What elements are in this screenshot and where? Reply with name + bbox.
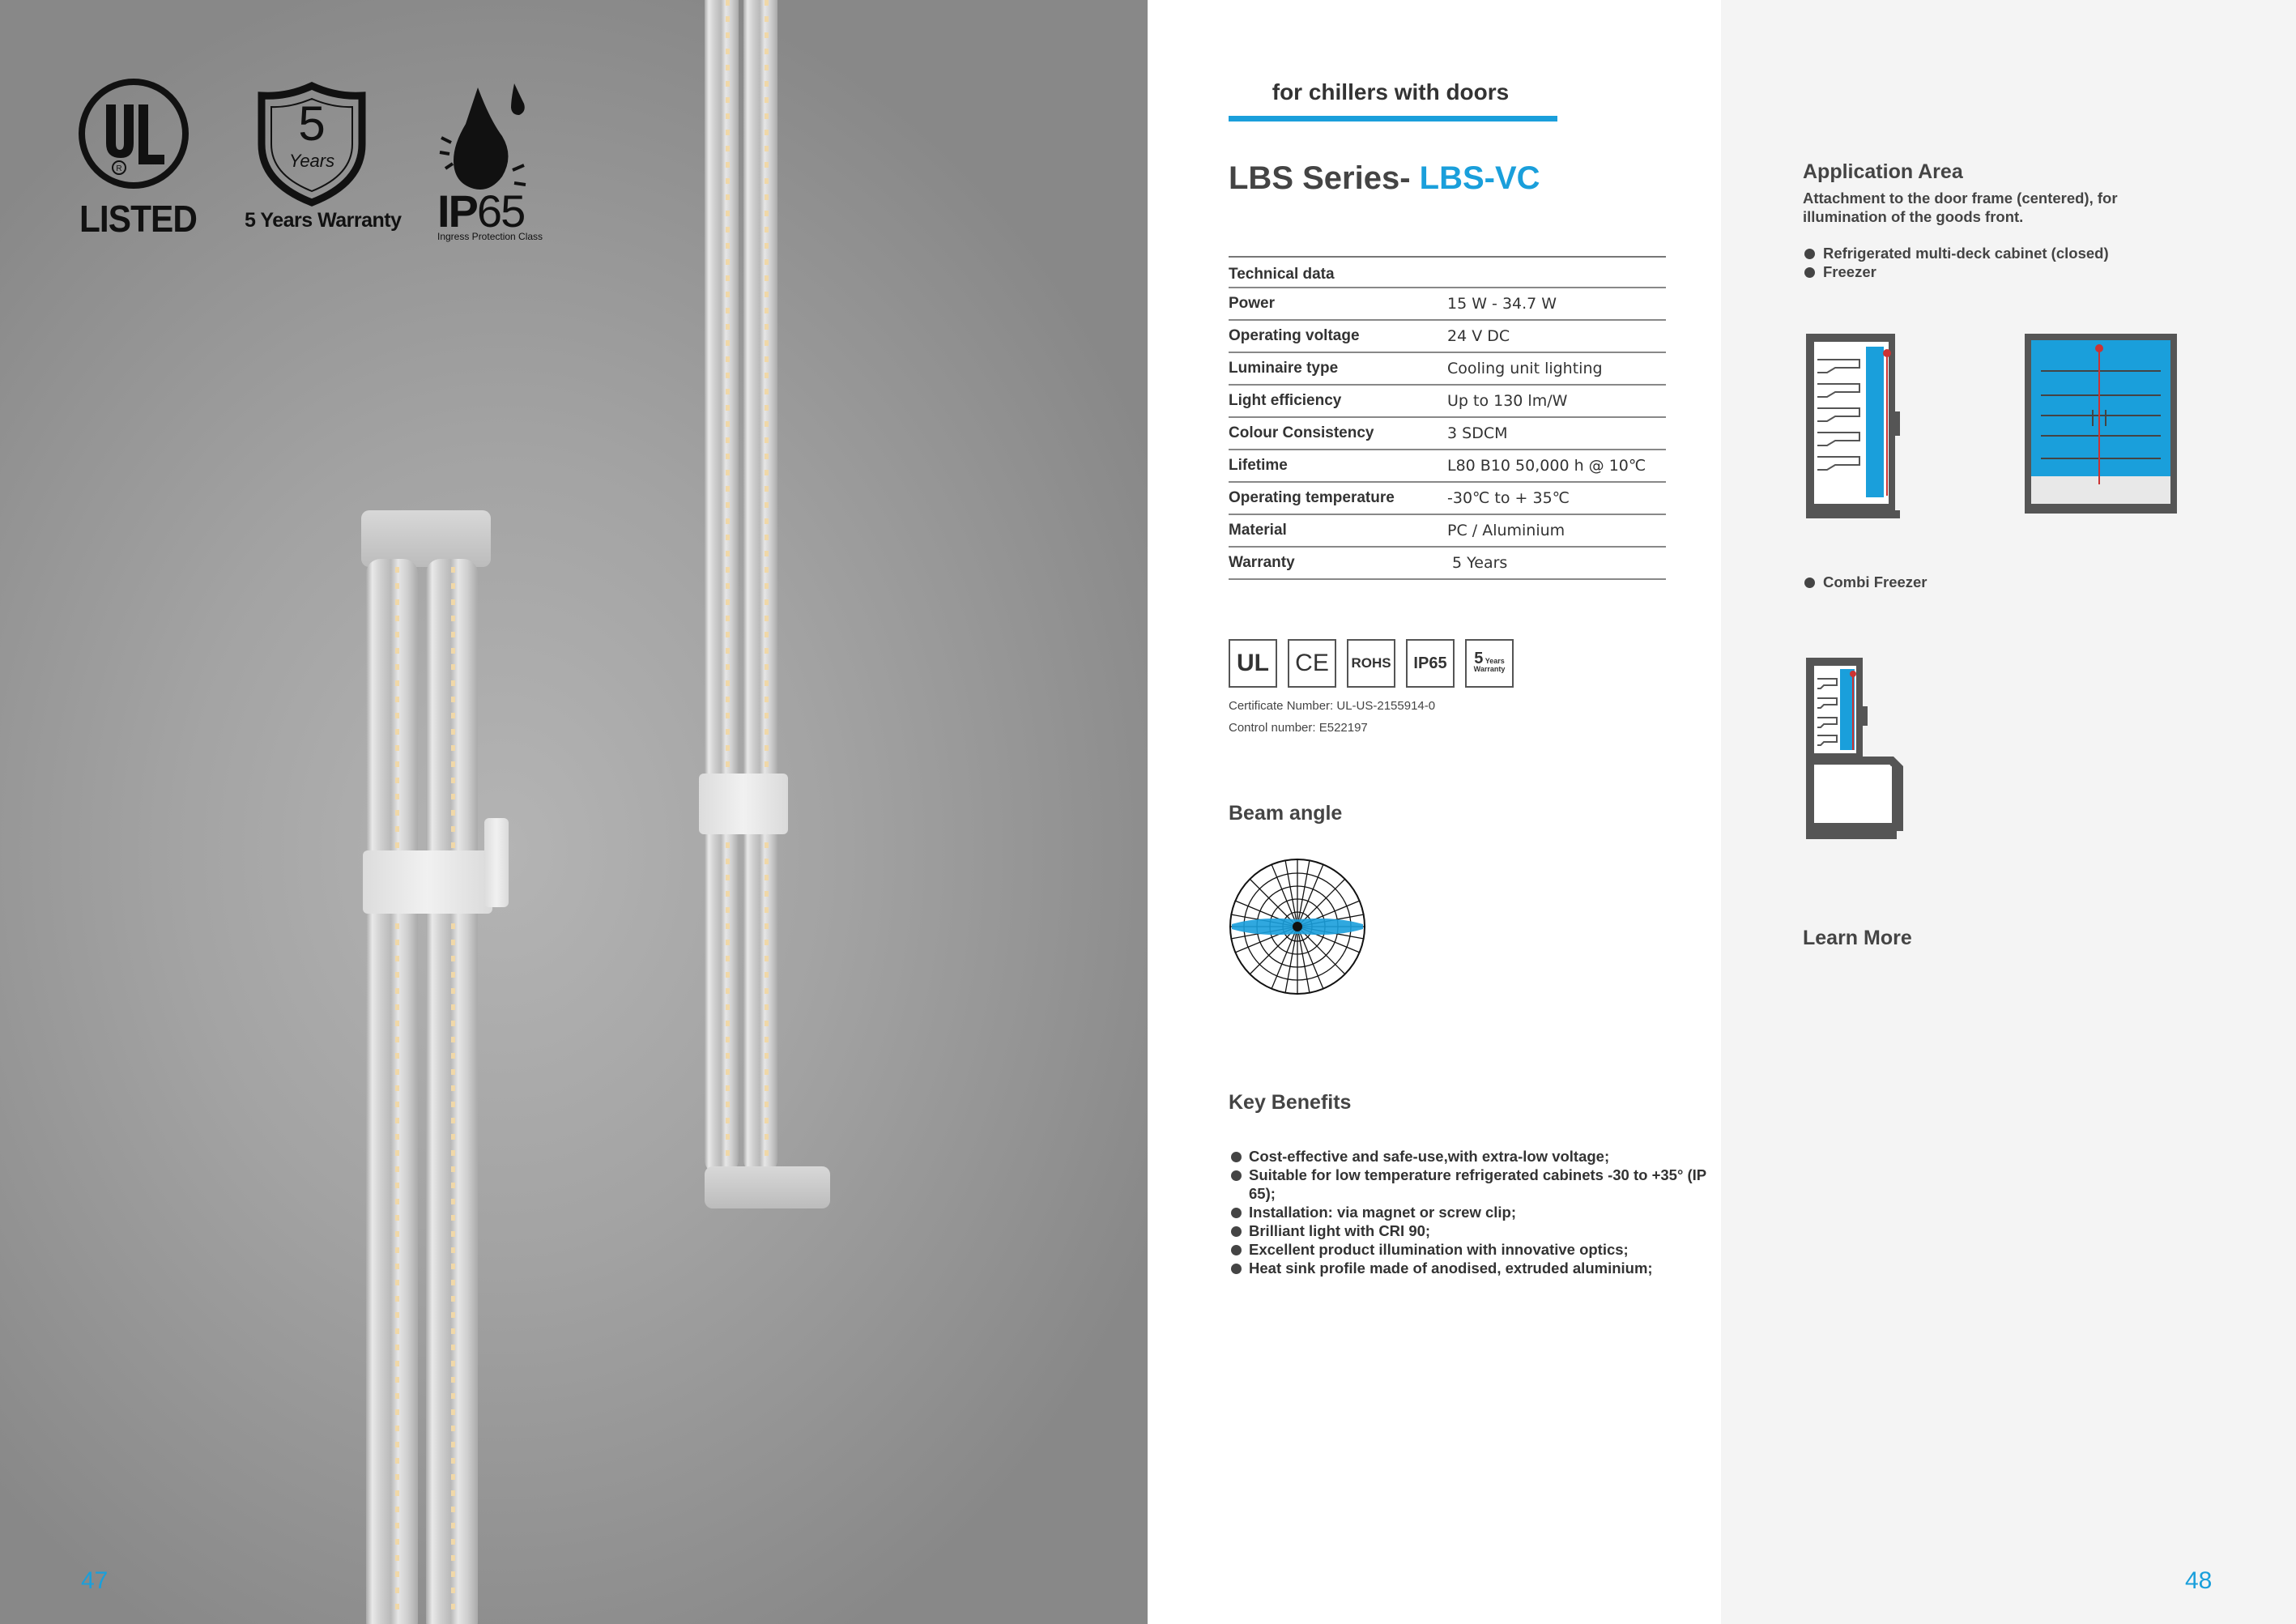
series-title bbox=[1229, 160, 1540, 197]
category-subtitle: for chillers with doors bbox=[1272, 79, 1510, 104]
badge-warranty-word2: Warranty bbox=[1473, 664, 1506, 673]
page-number-left: 47 bbox=[81, 1567, 109, 1594]
combi-freezer-bullet: Combi Freezer bbox=[1803, 573, 1928, 591]
svg-text:R: R bbox=[116, 164, 122, 173]
table-row bbox=[1229, 353, 1666, 386]
multideck-front-icon bbox=[2023, 330, 2179, 517]
row-label: Luminaire type bbox=[1229, 360, 1339, 377]
row-value: 5 Years bbox=[1447, 554, 1508, 572]
table-row bbox=[1229, 483, 1666, 515]
warranty-caption: 5 Years Warranty bbox=[245, 209, 402, 232]
warranty-badge-icon bbox=[1465, 639, 1514, 688]
table-row bbox=[1229, 418, 1666, 450]
row-label: Light efficiency bbox=[1229, 392, 1342, 409]
ul-listed-logo-icon bbox=[77, 77, 190, 190]
table-row bbox=[1229, 450, 1666, 483]
accent-underline bbox=[1229, 116, 1557, 121]
table-row bbox=[1229, 288, 1666, 321]
row-value: PC / Aluminium bbox=[1447, 522, 1565, 539]
row-label: Operating voltage bbox=[1229, 327, 1360, 344]
badge-warranty-word: Years bbox=[1485, 656, 1505, 665]
beam-angle-diagram bbox=[1227, 856, 1368, 997]
ce-badge-icon: CE bbox=[1288, 639, 1336, 688]
learn-more-link[interactable]: Learn More bbox=[1803, 927, 1912, 949]
certificate-number: Certificate Number: UL-US-2155914-0 bbox=[1229, 699, 1436, 713]
row-value: 3 SDCM bbox=[1447, 424, 1508, 442]
combi-freezer-icon bbox=[1803, 654, 1906, 842]
ip65-label: IP65 bbox=[437, 185, 525, 237]
table-row bbox=[1229, 321, 1666, 353]
table-row bbox=[1229, 515, 1666, 548]
badge-warranty-num: 5 bbox=[1474, 649, 1484, 667]
tech-data-table bbox=[1229, 256, 1666, 580]
row-value: -30℃ to + 35℃ bbox=[1447, 489, 1570, 507]
row-value: Up to 130 lm/W bbox=[1447, 392, 1568, 410]
application-bullet: Refrigerated multi-deck cabinet (closed) bbox=[1803, 245, 2109, 262]
row-value: L80 B10 50,000 h @ 10℃ bbox=[1447, 457, 1646, 475]
row-label: Material bbox=[1229, 522, 1287, 539]
ul-listed-label: LISTED bbox=[79, 198, 197, 240]
multideck-cabinet-icon bbox=[1803, 330, 1903, 522]
tech-data-heading: Technical data bbox=[1229, 258, 1666, 288]
page-number-right: 48 bbox=[2185, 1567, 2213, 1594]
rohs-badge-icon: ROHS bbox=[1347, 639, 1395, 688]
list-item: Installation: via magnet or screw clip; bbox=[1229, 1203, 1715, 1221]
ul-badge-icon: UL bbox=[1229, 639, 1277, 688]
series-prefix: LBS Series- bbox=[1229, 160, 1411, 196]
ip65-badge-icon: IP65 bbox=[1406, 639, 1455, 688]
list-item: Brilliant light with CRI 90; bbox=[1229, 1221, 1715, 1240]
table-row bbox=[1229, 548, 1666, 580]
row-label: Power bbox=[1229, 295, 1276, 312]
row-label: Lifetime bbox=[1229, 457, 1288, 474]
beam-angle-title: Beam angle bbox=[1229, 802, 1343, 825]
key-benefits-title: Key Benefits bbox=[1229, 1091, 1352, 1114]
list-item: Excellent product illumination with innovative optics; bbox=[1229, 1240, 1715, 1259]
row-label: Warranty bbox=[1229, 554, 1295, 571]
certification-badges bbox=[1229, 639, 1514, 688]
warranty-number: 5 bbox=[298, 96, 326, 151]
table-row bbox=[1229, 386, 1666, 418]
row-value: 24 V DC bbox=[1447, 327, 1510, 345]
list-item: Heat sink profile made of anodised, extruded aluminium; bbox=[1229, 1259, 1715, 1277]
list-item: Suitable for low temperature refrigerated cabinets -30 to +35° (IP 65); bbox=[1229, 1166, 1715, 1203]
list-item: Cost-effective and safe-use,with extra-low voltage; bbox=[1229, 1147, 1715, 1166]
row-value: Cooling unit lighting bbox=[1447, 360, 1603, 377]
row-label: Colour Consistency bbox=[1229, 424, 1374, 441]
control-number: Control number: E522197 bbox=[1229, 721, 1368, 735]
series-model: LBS-VC bbox=[1419, 160, 1540, 196]
row-value: 15 W - 34.7 W bbox=[1447, 295, 1557, 313]
row-label: Operating temperature bbox=[1229, 489, 1395, 506]
ip65-caption: Ingress Protection Class bbox=[437, 231, 543, 242]
application-area-title: Application Area bbox=[1803, 160, 1963, 183]
application-bullet: Freezer bbox=[1803, 263, 1876, 281]
key-benefits-list bbox=[1229, 1147, 1715, 1277]
application-description: Attachment to the door frame (centered), for illumination of the goods front. bbox=[1803, 190, 2118, 225]
warranty-years-word: Years bbox=[288, 151, 335, 171]
